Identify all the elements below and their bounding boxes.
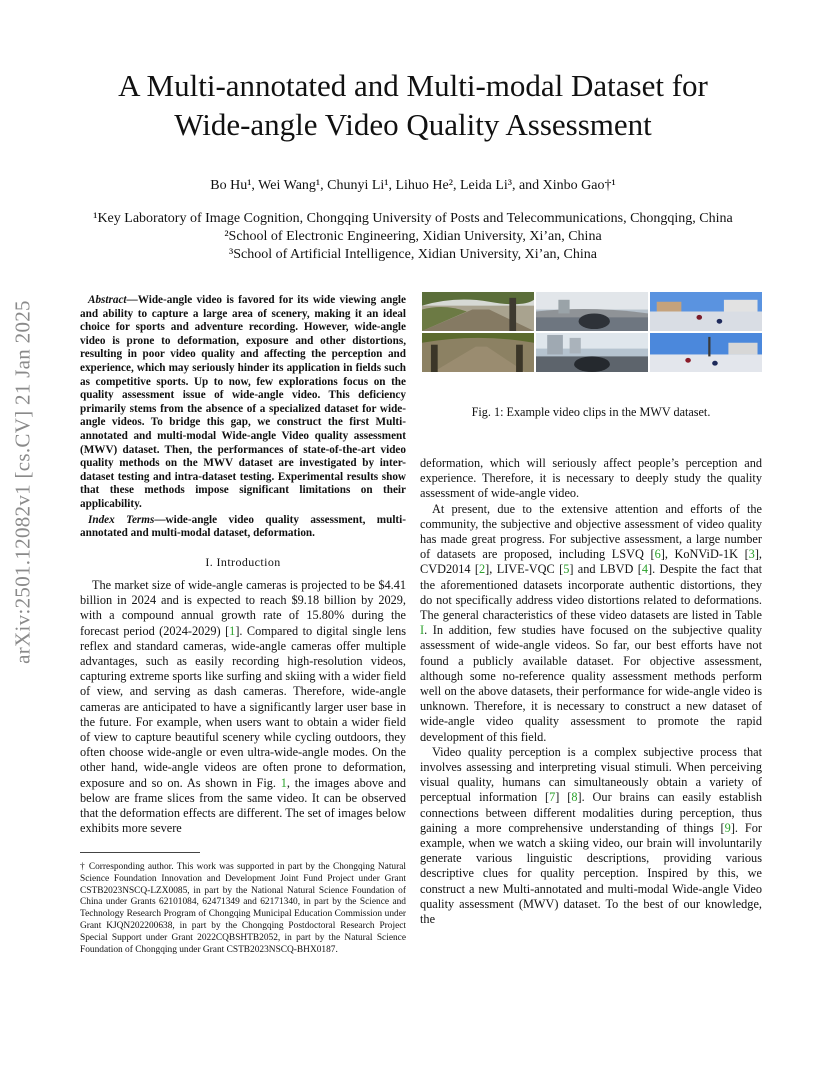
citation-link[interactable]: 8 — [571, 790, 578, 805]
title-line-1: A Multi-annotated and Multi-modal Dataset for — [118, 68, 708, 103]
index-terms-text: —wide-angle video quality assessment, multi-annotated and multi-modal dataset, deformation. — [80, 513, 406, 540]
text: ] and LBVD [ — [569, 562, 642, 577]
right-paragraph-3 — [420, 745, 762, 927]
footnote: † Corresponding author. This work was supported in part by the Chongqing Natural Science Foundation Innovation and Development Joint Fund Project under Grant CSTB2023NSCQ-LZX0085, in part by the National Natural Science Foundation of China under Grants 62101084, 62471349 and 62171340, in part by the Science and Technology Research Program of Chongqing Municipal Education Commission under Grant KJQN202200638, in part by the Chongqing Postdoctoral Research Project Special Support under Grant 2022CQBSHTB2052, in part by the Natural Science Foundation of Chongqing under Grant CSTB2023NSCQ-BHX0187. — [80, 862, 406, 955]
figure-caption: Fig. 1: Example video clips in the MWV dataset. — [471, 405, 711, 419]
arxiv-identifier: arXiv:2501.12082v1 [cs.CV] 21 Jan 2025 — [10, 300, 35, 664]
arxiv-sidebar — [6, 262, 40, 702]
affiliations — [60, 210, 766, 264]
text: ]. Despite the fact that the aforementioned datasets incorporate authentic distortions, they do not specifically address video distortions related to deformations. The general characteristics of these video datasets are listed in Table — [420, 562, 763, 623]
citation-link[interactable]: 2 — [479, 562, 486, 577]
figure-link[interactable]: 1 — [280, 775, 287, 790]
figure-image-grid — [422, 292, 762, 372]
citation-link[interactable]: 9 — [724, 820, 731, 835]
citation-link[interactable]: 1 — [229, 623, 236, 638]
index-terms-label: Index Terms — [88, 513, 155, 526]
footnote-rule — [80, 852, 200, 853]
right-column — [420, 292, 762, 927]
figure-1 — [420, 292, 762, 424]
intro-text-a: The market size of wide-angle cameras is projected to be $4.41 billion in 2024 and is expected to reach $9.18 billion by 2029, with a compound annual growth rate of 15.80% during the forecast period (2024-2029) [ — [80, 577, 406, 638]
text: ], LIVE-VQC [ — [485, 562, 564, 577]
text: At present, due to the extensive attention and efforts of the community, the subjective and objective assessment of video quality has made great progress. For subjective assessment, a large number of datasets are proposed, including LSVQ [ — [420, 501, 762, 562]
citation-link[interactable]: 5 — [563, 562, 570, 577]
abstract-text: —Wide-angle video is favored for its wide viewing angle and ability to capture a large area of scenery, making it an ideal choice for sports and adventure recording. However, wide-angle video is prone to deformation, exposure and other distortions, resulting in poor video quality and affecting the perception and experience, which may seriously hinder its application in fields such as competitive sports. Up to now, few explorations focus on the quality assessment issue of wide-angle video. This deficiency primarily stems from the absence of a specialized dataset for wide-angle videos. To bridge this gap, we construct the first Multi-annotated and multi-modal Wide-angle Video quality assessment (MWV) dataset. Then, the performances of state-of-the-art video quality methods on the MWV dataset are investigated by inter-dataset testing and intra-dataset testing. Experimental results show that these methods impose significant limitations on their applicability. — [80, 294, 406, 510]
video-frame-1 — [422, 292, 534, 331]
index-terms — [80, 514, 406, 541]
intro-text-b: ]. Compared to digital single lens reflex and standard cameras, wide-angle cameras offer multiple advantages, such as easily recording high-resolution videos, capturing extreme sports like surfing and skiing with a wider field of view, and serving as dash cameras. Therefore, wide-angle cameras are anticipated to have a significantly larger user base in the future. For example, when users want to obtain a wider field of view to capture beautiful scenery while cycling outdoors, they often choose wide-angle or even ultra-wide-angle modes. On the other hand, wide-angle videos are often prone to deformation, exposure and so on. As shown in Fig. — [80, 623, 406, 790]
intro-text-c: , the images above and below are frame slices from the same video. It can be observed that the deformation effects are different. The set of images below exhibits more severe — [80, 775, 407, 836]
video-frame-5 — [536, 333, 648, 372]
citation-link[interactable]: 7 — [549, 790, 556, 805]
text: . In addition, few studies have focused on the subjective quality assessment of wide-angle videos. So far, our best efforts have not found a publicly available dataset. For objective assessment, although some no-reference quality assessment methods perform well on the above datasets, their performance for wide-angle video is unknown. Therefore, it is necessary to construct a new dataset of wide-angle video quality assessment to promote the rapid development of this field. — [420, 623, 762, 744]
affiliation-2: ²School of Electronic Engineering, Xidian University, Xi’an, China — [224, 229, 602, 244]
title-line-2: Wide-angle Video Quality Assessment — [174, 107, 652, 142]
text: ], KoNViD-1K [ — [660, 547, 749, 562]
table-link[interactable]: I — [420, 623, 425, 638]
text: ]. For example, when we watch a skiing video, our brain will involuntarily generate various linguistic descriptions, providing various descriptive clues for quality perception. Inspired by this, we construct a new Multi-annotated and multi-modal Wide-angle Video quality assessment (MWV) dataset. To the best of our knowledge, the — [420, 820, 762, 927]
right-paragraph-2 — [420, 502, 762, 745]
text: ]. Our brains can easily establish connections between different modalities during perception, thus gaining a more comprehensive understanding of things [ — [420, 790, 762, 835]
intro-paragraph-1 — [80, 578, 406, 836]
citation-link[interactable]: 6 — [654, 547, 661, 562]
left-column — [80, 294, 406, 836]
text: Video quality perception is a complex subjective process that involves assessing and interpreting visual stimuli. When perceiving visual quality, humans can simultaneously obtain a variety of perceptual information [ — [420, 744, 762, 805]
video-frame-6 — [650, 333, 762, 372]
video-frame-4 — [422, 333, 534, 372]
affiliation-1: ¹Key Laboratory of Image Cognition, Chongqing University of Posts and Telecommunications, Chongqing, China — [93, 211, 733, 226]
citation-link[interactable]: 4 — [641, 562, 648, 577]
video-frame-2 — [536, 292, 648, 331]
paper-title — [60, 66, 766, 144]
video-frame-3 — [650, 292, 762, 331]
right-body — [420, 456, 762, 927]
text: ] [ — [555, 790, 572, 805]
right-paragraph-1: deformation, which will seriously affect people’s perception and experience. Therefore, it is necessary to deeply study the quality assessment of wide-angle video. — [420, 456, 762, 501]
citation-link[interactable]: 3 — [748, 547, 755, 562]
author-list: Bo Hu¹, Wei Wang¹, Chunyi Li¹, Lihuo He², Leida Li³, and Xinbo Gao†¹ — [210, 178, 616, 193]
abstract — [80, 294, 406, 512]
affiliation-3: ³School of Artificial Intelligence, Xidian University, Xi’an, China — [229, 247, 597, 262]
text: ], CVD2014 [ — [420, 547, 762, 577]
abstract-label: Abstract — [88, 294, 127, 306]
section-heading-introduction: I. Introduction — [205, 554, 281, 569]
